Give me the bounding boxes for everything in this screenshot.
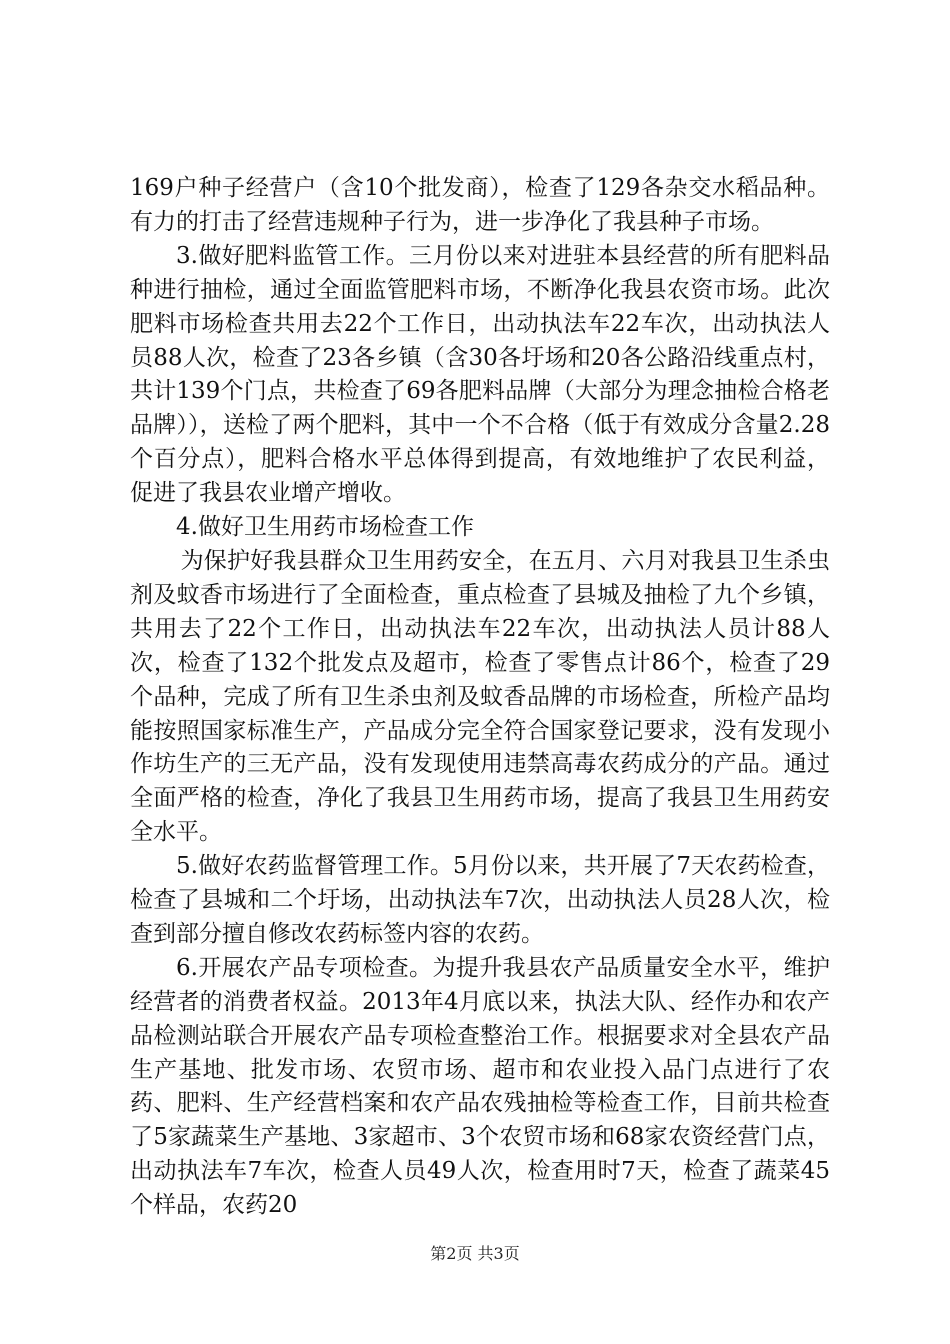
page-number: 第2页 共3页	[430, 1244, 520, 1263]
paragraph-agri-products: 6.开展农产品专项检查。为提升我县农产品质量安全水平，维护经营者的消费者权益。2013年4月底以来，执法大队、经作办和农产品检测站联合开展农产品专项检查整治工作。根据要求对全县农产品生产基地、批发市场、农贸市场、超市和农业投入品门点进行了农药、肥料、生产经营档案和农产品农残抽检等检查工作，目前共检查了5家蔬菜生产基地、3家超市、3个农贸市场和68家农资经营门点，出动执法车7车次，检查人员49人次，检查用时7天，检查了蔬菜45个样品，农药20	[130, 954, 830, 1219]
paragraph-seed-summary: 169户种子经营户（含10个批发商），检查了129各杂交水稻品种。有力的打击了经营违规种子行为，进一步净化了我县种子市场。	[130, 175, 830, 235]
paragraph-pesticide: 5.做好农药监督管理工作。5月份以来，共开展了7天农药检查，检查了县城和二个圩场，出动执法车7次，出动执法人员28人次，检查到部分擅自修改农药标签内容的农药。	[130, 853, 830, 947]
document-body	[130, 172, 830, 1223]
paragraph-fertilizer: 3.做好肥料监管工作。三月份以来对进驻本县经营的所有肥料品种进行抽检，通过全面监管肥料市场，不断净化我县农资市场。此次肥料市场检查共用去22个工作日，出动执法车22车次，出动执法人员88人次，检查了23各乡镇（含30各圩场和20各公路沿线重点村，共计139个门点，共检查了69各肥料品牌（大部分为理念抽检合格老品牌）），送检了两个肥料，其中一个不合格（低于有效成分含量2.28个百分点），肥料合格水平总体得到提高，有效地维护了农民利益，促进了我县农业增产增收。	[130, 242, 830, 507]
paragraph-hygiene-details: 为保护好我县群众卫生用药安全，在五月、六月对我县卫生杀虫剂及蚊香市场进行了全面检查，重点检查了县城及抽检了九个乡镇，共用去了22个工作日，出动执法车22车次，出动执法人员计88人次，检查了132个批发点及超市，检查了零售点计86个，检查了29个品种，完成了所有卫生杀虫剂及蚊香品牌的市场检查，所检产品均能按照国家标准生产，产品成分完全符合国家登记要求，没有发现小作坊生产的三无产品，没有发现使用违禁高毒农药成分的产品。通过全面严格的检查，净化了我县卫生用药市场，提高了我县卫生用药安全水平。	[130, 547, 830, 846]
paragraph-hygiene-heading: 4.做好卫生用药市场检查工作	[176, 514, 474, 541]
